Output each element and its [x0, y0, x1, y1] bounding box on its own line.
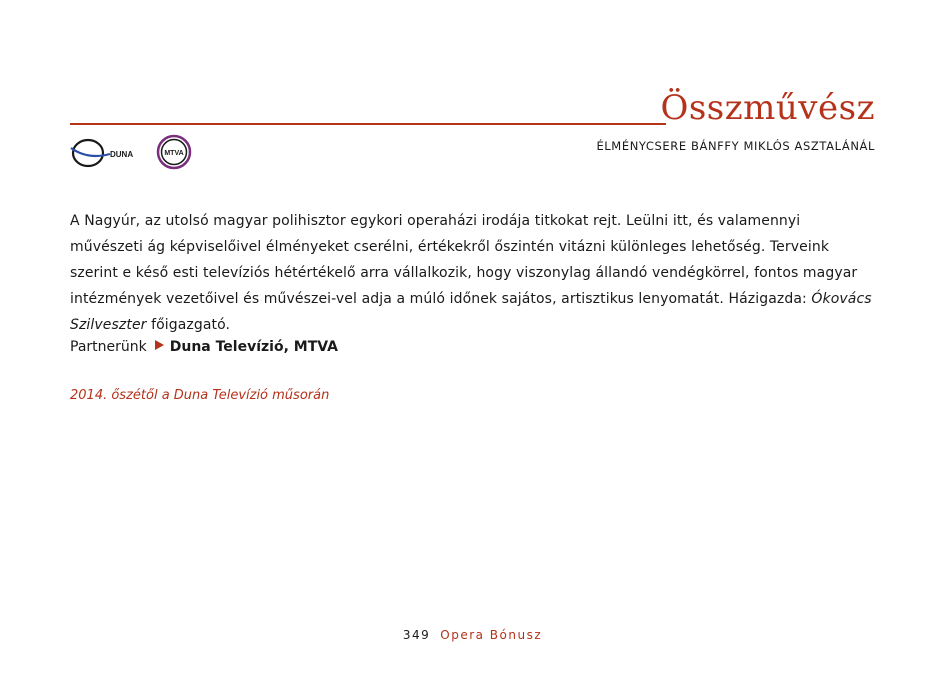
broadcast-note: 2014. őszétől a Duna Televízió műsorán — [70, 388, 330, 403]
mtva-logo-text: MTVA — [164, 150, 184, 157]
book-title: Opera Bónusz — [440, 628, 543, 642]
description-text: A Nagyúr, az utolsó magyar polihisztor egykori operaházi irodája titkokat rejt. Leülni itt, és valamennyi művészeti ág képviselőivel élményeket cserélni, értékekről őszintén vitázni különleges lehetőség. Terveink szerint e késő esti televíziós hétértékelő arra vállalkozik, hogy viszonylag állandó vendégkörrel, fontos magyar intézmények vezetőivel és művészei-vel adja a múló időnek sajátos, artisztikus lenyomatát. Házigazda: — [70, 213, 858, 307]
page-footer — [0, 628, 945, 642]
arrow-right-icon — [155, 340, 164, 350]
mtva-logo — [156, 134, 192, 170]
page-subtitle: ÉLMÉNYCSERE BÁNFFY MIKLÓS ASZTALÁNÁL — [596, 139, 875, 153]
partner-line — [70, 336, 338, 358]
partner-label: Partnerünk — [70, 339, 147, 355]
description-text-end: főigazgató. — [146, 317, 231, 333]
host-name: Ókovács Szilveszter — [70, 291, 872, 333]
title-rule — [70, 123, 666, 125]
page-title: Összművész — [660, 88, 875, 128]
duna-logo-text: DUNA — [110, 150, 134, 159]
description-paragraph — [70, 208, 875, 338]
page-number: 349 — [402, 628, 431, 642]
duna-logo — [70, 138, 140, 168]
partner-names: Duna Televízió, MTVA — [169, 339, 338, 355]
